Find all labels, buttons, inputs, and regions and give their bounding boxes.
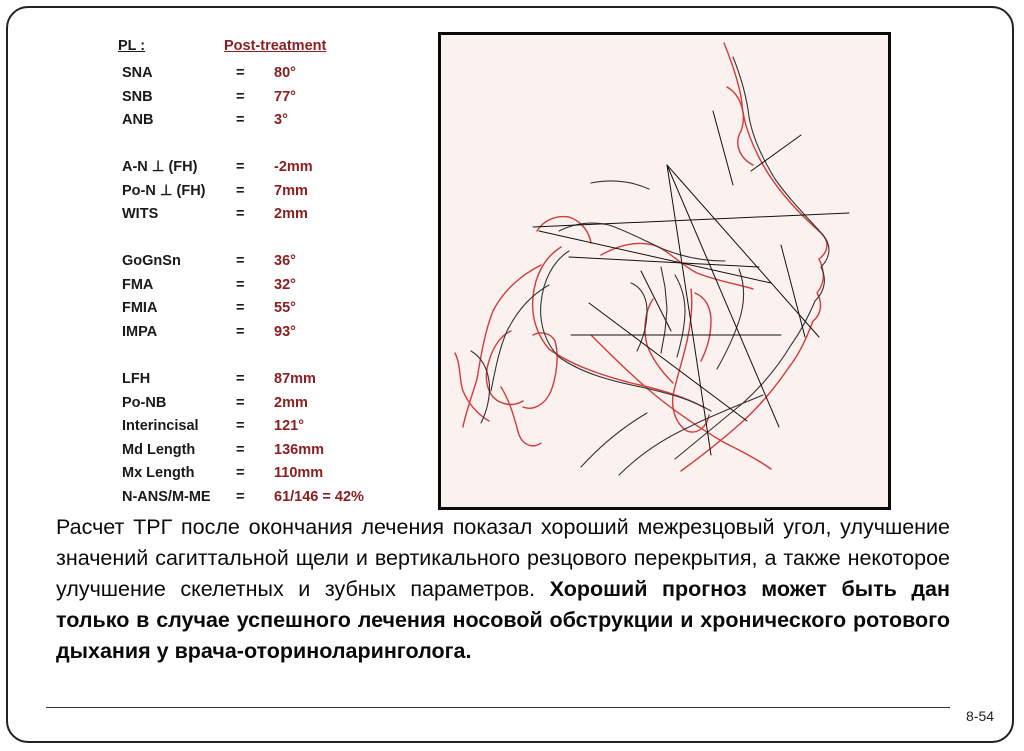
page-number: 8-54 — [966, 708, 995, 724]
equals-sign: = — [236, 465, 245, 481]
equals-sign: = — [236, 277, 245, 293]
equals-sign: = — [236, 489, 245, 505]
measurement-label: SNB — [122, 89, 153, 105]
equals-sign: = — [236, 89, 245, 105]
measurement-value: 110mm — [274, 465, 324, 481]
equals-sign: = — [236, 395, 245, 411]
equals-sign: = — [236, 253, 245, 269]
equals-sign: = — [236, 112, 245, 128]
measurement-value: 36° — [274, 253, 296, 269]
equals-sign: = — [236, 65, 245, 81]
measurement-label: LFH — [122, 371, 151, 387]
measurement-value: -2mm — [274, 159, 313, 175]
measurement-label: N-ANS/M-ME — [122, 489, 211, 505]
equals-sign: = — [236, 324, 245, 340]
red-tracing — [455, 43, 827, 471]
measurement-label: FMA — [122, 277, 154, 293]
equals-sign: = — [236, 183, 245, 199]
measurement-label: Mx Length — [122, 465, 195, 481]
measurement-value: 77° — [274, 89, 296, 105]
measurement-label: Po-NB — [122, 395, 167, 411]
equals-sign: = — [236, 159, 245, 175]
equals-sign: = — [236, 418, 245, 434]
measurement-value: 3° — [274, 112, 288, 128]
measurement-value: 2mm — [274, 206, 308, 222]
measurement-label: Interincisal — [122, 418, 199, 434]
caption-bold: Хороший прогноз может быть дан только в случае успешного лечения носовой обструкции и хронического ротового дыхания у врача-оториноларинголога. — [56, 577, 950, 663]
measurement-value: 7mm — [274, 183, 308, 199]
measurement-label: GoGnSn — [122, 253, 181, 269]
pl-header: PL : — [118, 38, 146, 54]
equals-sign: = — [236, 371, 245, 387]
measurement-value: 80° — [274, 65, 296, 81]
measurement-label: Md Length — [122, 442, 196, 458]
measurement-value: 121° — [274, 418, 304, 434]
equals-sign: = — [236, 442, 245, 458]
measurement-value: 32° — [274, 277, 296, 293]
measurement-value: 87mm — [274, 371, 316, 387]
post-treatment-header: Post-treatment — [224, 38, 327, 54]
measurement-label: ANB — [122, 112, 154, 128]
equals-sign: = — [236, 300, 245, 316]
equals-sign: = — [236, 206, 245, 222]
measurement-value: 136mm — [274, 442, 324, 458]
cephalometric-tracing — [438, 32, 891, 510]
measurement-label: Po-N ⊥ (FH) — [122, 183, 206, 199]
measurement-value: 55° — [274, 300, 296, 316]
reference-lines — [533, 111, 849, 455]
footer-divider — [46, 707, 950, 708]
measurement-label: SNA — [122, 65, 153, 81]
measurement-value: 2mm — [274, 395, 308, 411]
caption-normal: Расчет ТРГ после окончания лечения показал хороший межрезцовый угол, улучшение значений сагиттальной щели и вертикального резцового перекрытия, а также некоторое улучшение скелетных и зубных параметров. — [56, 515, 950, 601]
measurement-label: A-N ⊥ (FH) — [122, 159, 198, 175]
measurement-label: FMIA — [122, 300, 158, 316]
dark-tracing — [471, 57, 829, 475]
measurement-label: IMPA — [122, 324, 158, 340]
measurement-value: 61/146 = 42% — [274, 489, 364, 505]
measurement-label: WITS — [122, 206, 159, 222]
caption-text — [56, 512, 950, 667]
measurement-value: 93° — [274, 324, 296, 340]
